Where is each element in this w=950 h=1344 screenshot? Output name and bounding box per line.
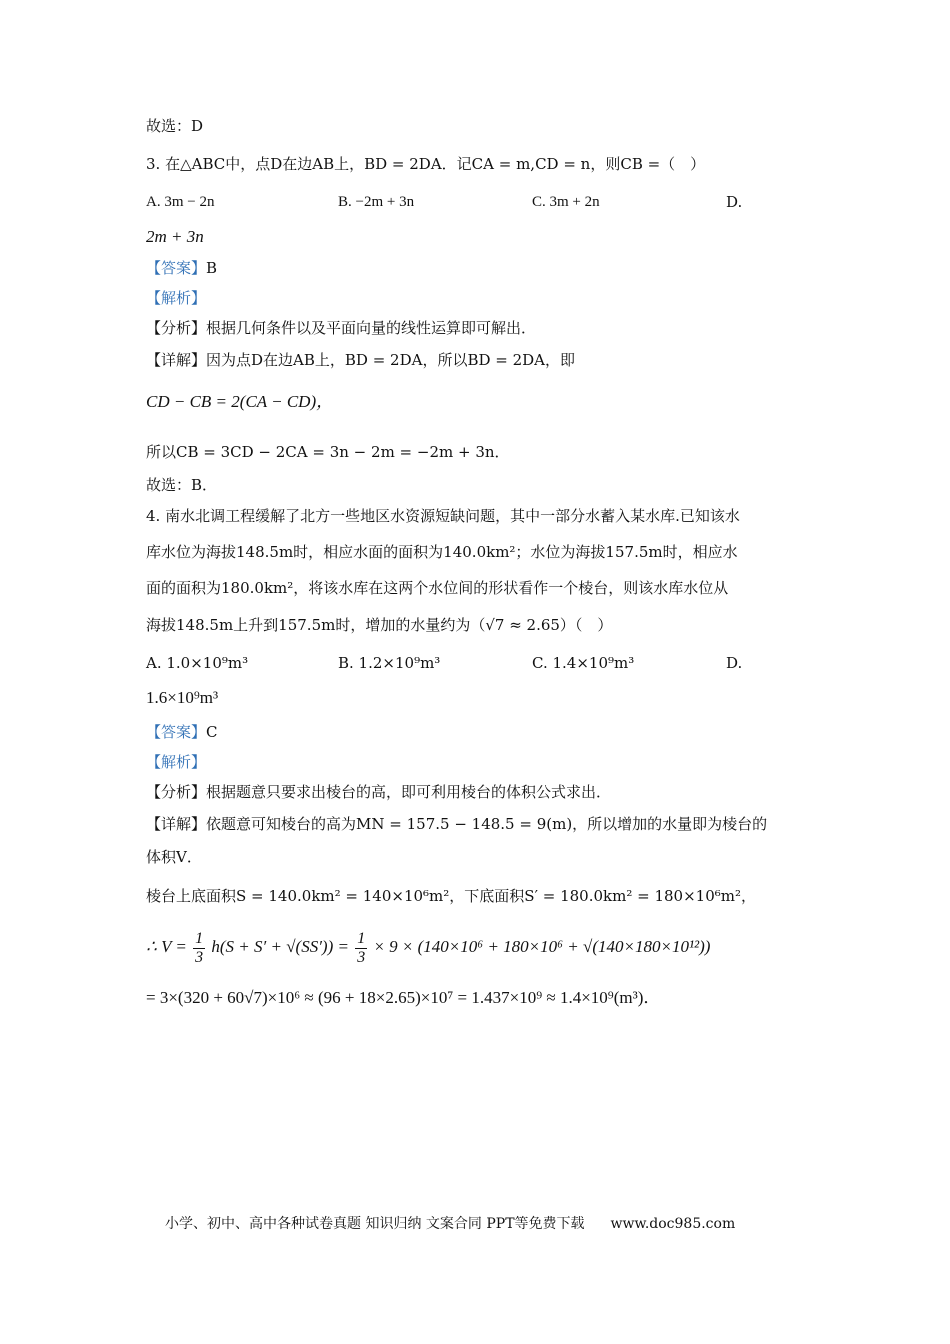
q3-option-b: B. −2m + 3n [338, 194, 415, 210]
q3-answer: 【答案】B [146, 259, 218, 277]
q4-option-d: D. [726, 654, 743, 672]
q4-answer: 【答案】C [146, 723, 218, 741]
q4-fenxi: 【分析】根据题意只要求出棱台的高，即可利用棱台的体积公式求出． [146, 783, 612, 801]
q3-option-c: C. 3m + 2n [532, 194, 600, 210]
q2-conclusion: 故选：D [146, 117, 204, 135]
q4-stem-3: 面的面积为180.0km²，将该水库在这两个水位间的形状看作一个棱台，则该水库水位从 [146, 579, 729, 597]
q4-detail-5: = 3×(320 + 60√7)×10⁶ ≈ (96 + 18×2.65)×10⁷ = 1.437×10⁹ ≈ 1.4×10⁹(m³)． [146, 988, 661, 1007]
footer-text: 小学、初中、高中各种试卷真题 知识归纳 文案合同 PPT等免费下载 [165, 1216, 585, 1232]
q4-option-a: A. 1.0×10⁹m³ [146, 654, 249, 672]
q3-fenxi: 【分析】根据几何条件以及平面向量的线性运算即可解出． [146, 319, 537, 337]
q3-option-d: D. [726, 193, 743, 211]
q4-stem-4: 海拔148.5m上升到157.5m时，增加的水量约为（√7 ≈ 2.65）（ ） [146, 616, 613, 634]
fraction-one-third: $\frac{1}{3}$ [195, 929, 204, 966]
q4-option-d-content: 1.6×10⁹m³ [146, 688, 219, 707]
footer-site-link[interactable]: www.doc985.com [610, 1216, 736, 1232]
page-footer [165, 1213, 735, 1233]
q3-detail-1: 【详解】因为点D在边AB上，BD = 2DA，所以BD = 2DA，即 [146, 351, 576, 369]
q4-option-b: B. 1.2×10⁹m³ [338, 654, 441, 672]
q4-option-c: C. 1.4×10⁹m³ [532, 654, 635, 672]
q4-detail-3: 棱台上底面积S = 140.0km² = 140×10⁶m²，下底面积S′ = 180.0km² = 180×10⁶m²， [146, 887, 756, 905]
q3-analysis-heading: 【解析】 [146, 289, 207, 307]
q3-option-a: A. 3m − 2n [146, 194, 215, 210]
q4-detail-1: 【详解】依题意可知棱台的高为MN = 157.5 − 148.5 = 9(m)，所以增加的水量即为棱台的 [146, 815, 768, 833]
q3-conclusion: 故选：B． [146, 476, 218, 494]
q3-option-d-content: 2m + 3n [146, 227, 204, 246]
q3-detail-3: 所以CB = 3CD − 2CA = 3n − 2m = −2m + 3n． [146, 443, 510, 461]
q4-stem-2: 库水位为海拔148.5m时，相应水面的面积为140.0km²；水位为海拔157.5m时，相应水 [146, 543, 738, 561]
q4-stem-1: 4. 南水北调工程缓解了北方一些地区水资源短缺问题，其中一部分水蓄入某水库.已知该水 [146, 507, 740, 525]
q3-detail-2: CD − CB = 2(CA − CD)， [146, 392, 334, 411]
q4-detail-2: 体积V． [146, 848, 202, 866]
q3-stem: 3. 在△ABC中，点D在边AB上，BD = 2DA．记CA = m,CD = n，则CB =（ ） [146, 155, 706, 173]
q4-analysis-heading: 【解析】 [146, 753, 207, 771]
q4-detail-4: ∴ V = $\frac{1}{3}$ h(S + S′ + √(SS′)) = $\frac{1}{3}$ × 9 × (140×10⁶ + 180×10⁶ + √(140×180×10¹²)) [146, 929, 711, 966]
fraction-one-third-2: $\frac{1}{3}$ [357, 929, 366, 966]
